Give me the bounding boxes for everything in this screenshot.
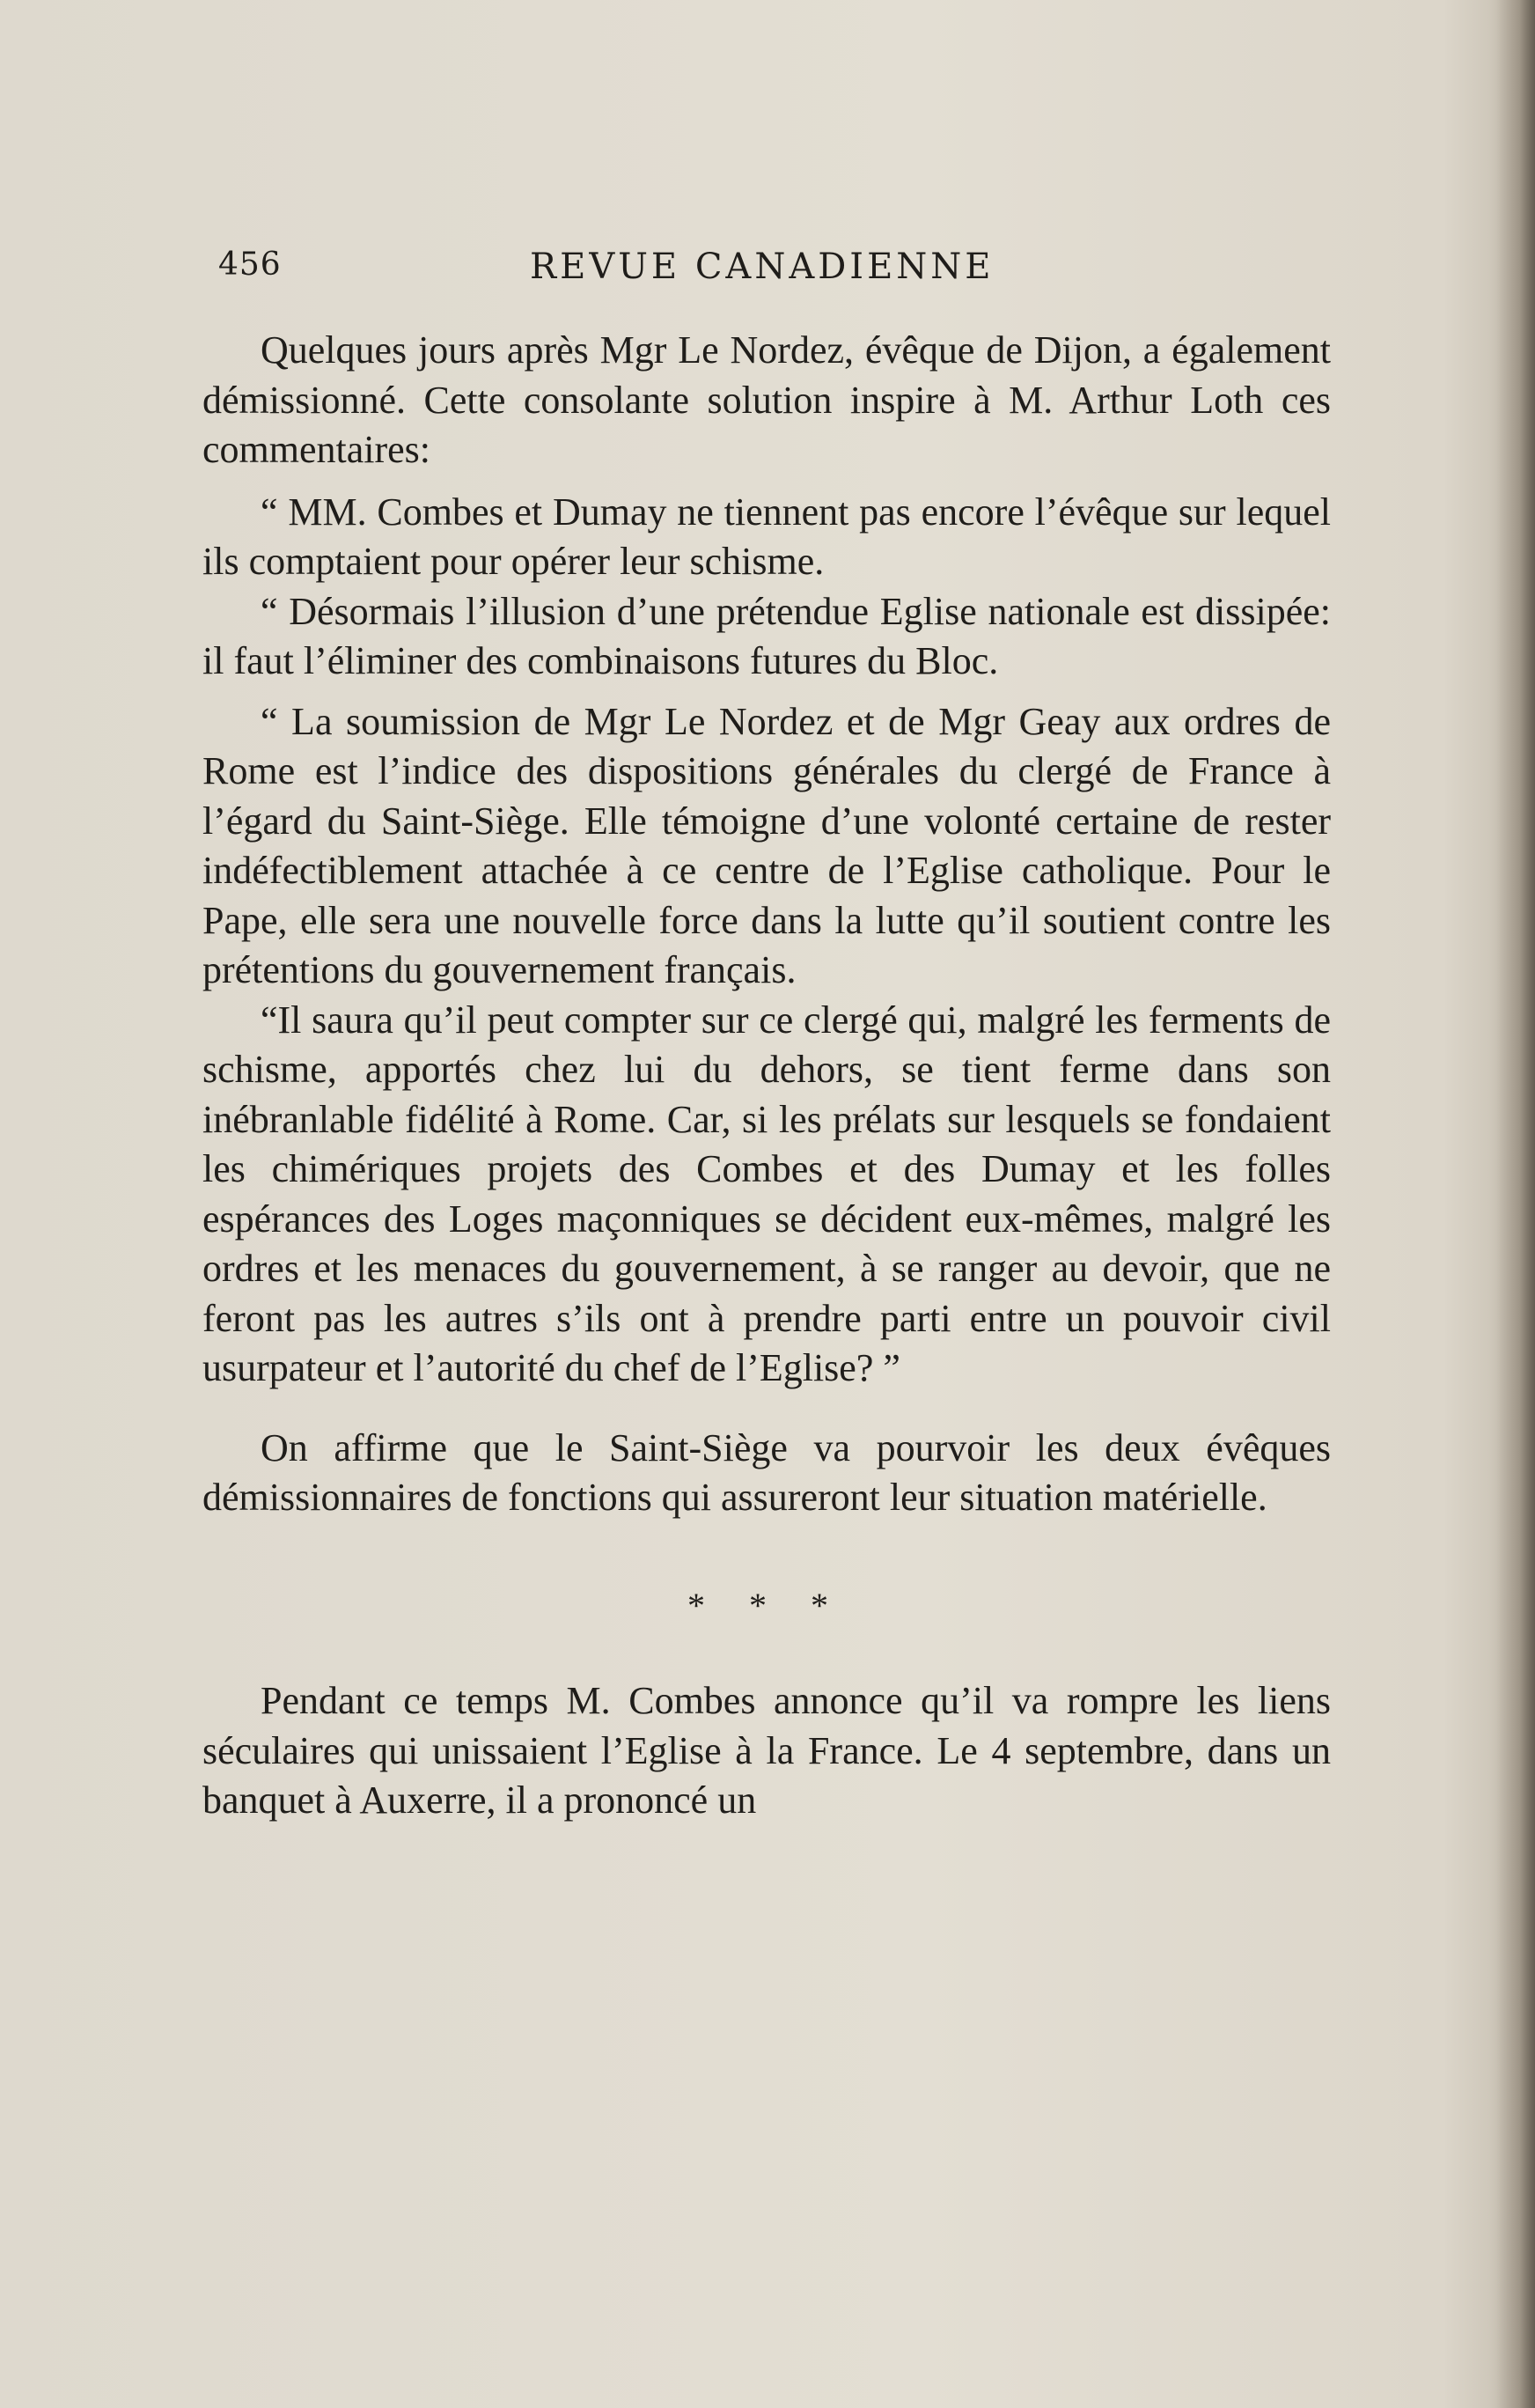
paragraph-5: “Il saura qu’il peut compter sur ce clergé qui, malgré les ferments de schisme, apportés chez lui du dehors, se tient ferme dans son inébranlable fidélité à Rome. Car, si les prélats sur lesquels se fondaient les chimériques projets des Combes et des Dumay et les folles espérances des Loges maçonniques se décident eux-mêmes, malgré les ordres et les menaces du gouvernement, à se ranger au devoir, que ne feront pas les autres s’ils ont à prendre parti entre un pouvoir civil usurpateur et l’autorité du chef de l’Eglise? ”	[202, 998, 1331, 1389]
paragraph-7: Pendant ce temps M. Combes annonce qu’il va rompre les liens séculaires qui unissaient l’Eglise à la France. Le 4 septembre, dans un banquet à Auxerre, il a prononcé un	[202, 1679, 1331, 1822]
page-header	[0, 238, 1535, 291]
section-ornament: * * *	[687, 1585, 846, 1625]
paragraph-2: “ MM. Combes et Dumay ne tiennent pas encore l’évêque sur lequel ils comptaient pour opérer leur schisme.	[202, 490, 1331, 583]
running-head: REVUE CANADIENNE	[530, 247, 995, 287]
body-text	[202, 326, 1331, 1826]
paragraph-1: Quelques jours après Mgr Le Nordez, évêque de Dijon, a également démissionné. Cette consolante solution inspire à M. Arthur Loth ces commentaires:	[202, 328, 1331, 471]
paragraph-6: On affirme que le Saint-Siège va pourvoir les deux évêques démissionnaires de fonctions qui assureront leur situation matérielle.	[202, 1425, 1331, 1519]
paragraph-4: “ La soumission de Mgr Le Nordez et de Mgr Geay aux ordres de Rome est l’indice des dispositions générales du clergé de France à l’égard du Saint-Siège. Elle témoigne d’une volonté certaine de rester indéfectiblement attachée à ce centre de l’Eglise catholique. Pour le Pape, elle sera une nouvelle force dans la lutte qu’il soutient contre les prétentions du gouvernement français.	[202, 699, 1331, 991]
binding-shadow	[1496, 0, 1535, 2408]
page-number: 456	[218, 247, 282, 283]
paragraph-3: “ Désormais l’illusion d’une prétendue Eglise nationale est dissipée: il faut l’éliminer des combinaisons futures du Bloc.	[202, 589, 1331, 682]
